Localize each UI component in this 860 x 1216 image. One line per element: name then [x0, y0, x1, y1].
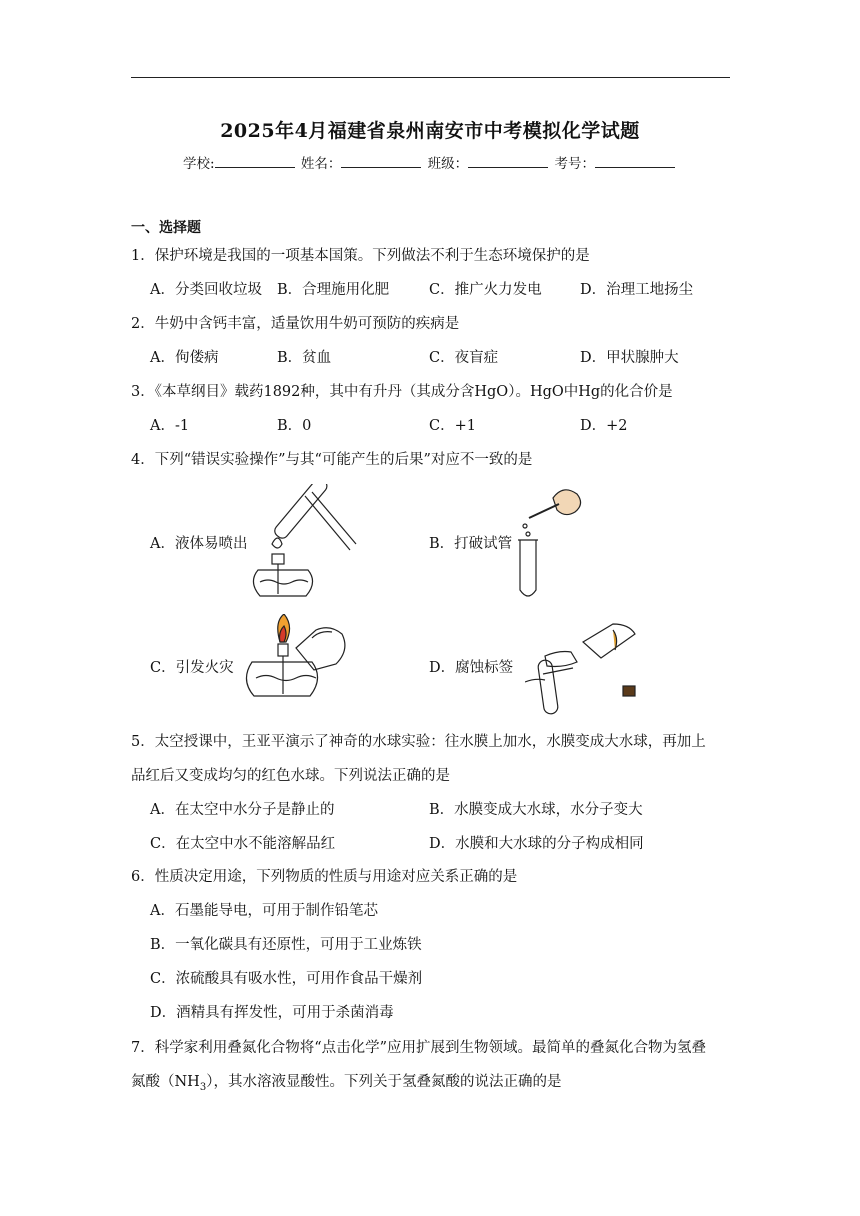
q6-option-a: A．石墨能导电，可用于制作铅笔芯	[150, 903, 378, 919]
q3-option-c: C．+1	[429, 418, 476, 434]
q7-subscript: 3	[199, 1081, 207, 1093]
question-5-stem-line-1: 5．太空授课中，王亚平演示了神奇的水球实验：往水膜上加水，水膜变成大水球，再加上	[131, 734, 706, 750]
question-3-stem: 3．《本草纲目》载药1892种，其中有升丹（其成分含HgO）。HgO中Hg的化合价是	[131, 384, 673, 400]
school-blank[interactable]	[215, 155, 295, 168]
top-rule	[131, 77, 730, 78]
q4-option-d: D．腐蚀标签	[429, 660, 514, 676]
q2-option-d: D．甲状腺肿大	[580, 350, 679, 366]
q5-option-b: B．水膜变成大水球，水分子变大	[429, 802, 643, 818]
q4-option-b: B．打破试管	[429, 536, 513, 552]
figure-pouring-liquid	[525, 622, 650, 716]
figure-test-tube-dropping	[515, 484, 587, 604]
q2-option-b: B．贫血	[277, 350, 332, 366]
student-info-line	[0, 152, 860, 172]
exam-number-blank[interactable]	[595, 155, 675, 168]
question-2-stem: 2．牛奶中含钙丰富，适量饮用牛奶可预防的疾病是	[131, 316, 460, 332]
q2-option-c: C．夜盲症	[429, 350, 499, 366]
question-7-stem-line-2	[131, 1072, 561, 1098]
q6-option-c: C．浓硫酸具有吸水性，可用作食品干燥剂	[150, 971, 423, 987]
q7-text-a: 氮酸（NH	[131, 1074, 200, 1090]
section-heading: 一、选择题	[131, 220, 201, 236]
question-5-stem-line-2: 品红后又变成均匀的红色水球。下列说法正确的是	[131, 768, 450, 784]
question-1-stem: 1．保护环境是我国的一项基本国策。下列做法不利于生态环境保护的是	[131, 248, 590, 264]
q5-option-d: D．水膜和大水球的分子构成相同	[429, 836, 644, 852]
class-blank[interactable]	[468, 155, 548, 168]
q6-option-d: D．酒精具有挥发性，可用于杀菌消毒	[150, 1005, 394, 1021]
name-blank[interactable]	[341, 155, 421, 168]
question-7-stem-line-1: 7．科学家利用叠氮化合物将“点击化学”应用扩展到生物领域。最简单的叠氮化合物为氢叠	[131, 1040, 707, 1056]
q3-option-a: A．-1	[150, 418, 190, 434]
q7-text-b: ），其水溶液显酸性。下列关于氢叠氮酸的说法正确的是	[206, 1074, 562, 1090]
q3-option-b: B．0	[277, 418, 312, 434]
class-label: 班级：	[427, 156, 469, 172]
q1-option-d: D．治理工地扬尘	[580, 282, 694, 298]
q2-option-a: A．佝偻病	[150, 350, 219, 366]
question-4-stem: 4．下列“错误实验操作”与其“可能产生的后果”对应不一致的是	[131, 452, 533, 468]
q5-option-c: C．在太空中水不能溶解品红	[150, 836, 336, 852]
q6-option-b: B．一氧化碳具有还原性，可用于工业炼铁	[150, 937, 422, 953]
q4-option-a: A．液体易喷出	[150, 536, 248, 552]
question-6-stem: 6．性质决定用途，下列物质的性质与用途对应关系正确的是	[131, 869, 518, 885]
q1-option-b: B．合理施用化肥	[277, 282, 390, 298]
q4-option-c: C．引发火灾	[150, 660, 234, 676]
page-title: 2025年4月福建省泉州南安市中考模拟化学试题	[220, 120, 640, 142]
q3-option-d: D．+2	[580, 418, 628, 434]
figure-lamp-lighting	[238, 614, 348, 718]
school-label: 学校:	[183, 156, 215, 172]
exam-number-label: 考号：	[554, 156, 595, 172]
q5-option-a: A．在太空中水分子是静止的	[150, 802, 335, 818]
q1-option-c: C．推广火力发电	[429, 282, 542, 298]
name-label: 姓名：	[300, 156, 342, 172]
figure-heating-liquid	[250, 484, 360, 602]
q1-option-a: A．分类回收垃圾	[150, 282, 262, 298]
